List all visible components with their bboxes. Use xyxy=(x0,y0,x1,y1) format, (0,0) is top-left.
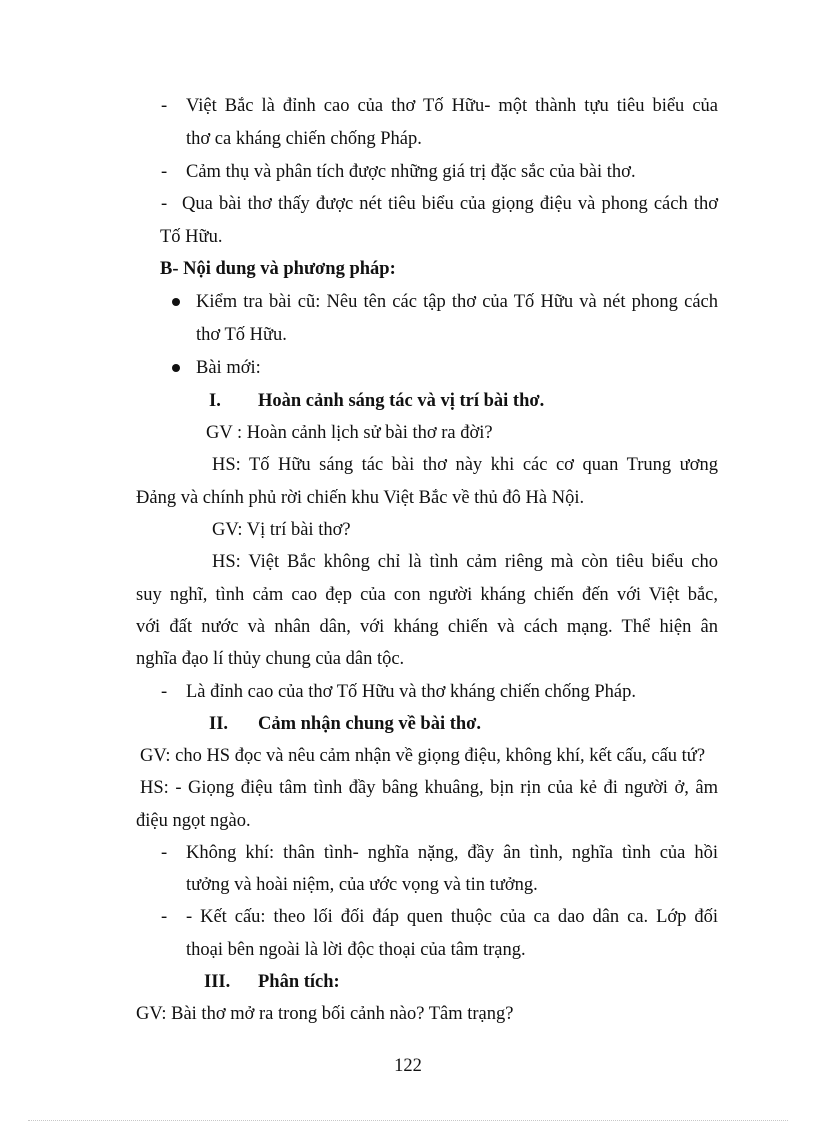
heading-number-i: I. xyxy=(209,391,221,411)
student-answer-2-line-2: suy nghĩ, tình cảm cao đẹp của con người kháng chiến đến với Việt bắc, xyxy=(136,585,718,605)
list-dash: - xyxy=(161,682,168,702)
list-dash: - xyxy=(161,907,168,927)
atmosphere-line: Không khí: thân tình- nghĩa nặng, đầy ân tình, nghĩa tình của hồi xyxy=(186,843,718,863)
list-dash: - xyxy=(161,162,168,182)
bullet-icon xyxy=(172,364,180,372)
teacher-question-2: GV: Vị trí bài thơ? xyxy=(212,520,351,540)
student-answer-2-line-4: nghĩa đạo lí thủy chung của dân tộc. xyxy=(136,649,405,669)
student-answer-1-cont: Đảng và chính phủ rời chiến khu Việt Bắc về thủ đô Hà Nội. xyxy=(136,488,585,508)
bullet-item-old-lesson: Kiểm tra bài cũ: Nêu tên các tập thơ của Tố Hữu và nét phong cách xyxy=(196,292,718,312)
teacher-question-4: GV: Bài thơ mở ra trong bối cảnh nào? Tâm trạng? xyxy=(136,1004,514,1024)
heading-general-impression: Cảm nhận chung về bài thơ. xyxy=(258,714,482,734)
objective-line-2: Cảm thụ và phân tích được những giá trị đặc sắc của bài thơ. xyxy=(186,162,636,182)
bullet-item-old-lesson-cont: thơ Tố Hữu. xyxy=(196,325,287,345)
page-number: 122 xyxy=(394,1056,422,1076)
objective-line-3: Qua bài thơ thấy được nét tiêu biểu của giọng điệu và phong cách thơ xyxy=(182,194,718,214)
list-dash: - xyxy=(161,96,168,116)
bullet-icon xyxy=(172,298,180,306)
student-answer-2-line-3: với đất nước và nhân dân, với kháng chiến và cách mạng. Thể hiện ân xyxy=(136,617,718,637)
heading-analysis: Phân tích: xyxy=(258,972,340,992)
heading-number-ii: II. xyxy=(209,714,229,734)
teacher-question-3: GV: cho HS đọc và nêu cảm nhận về giọng điệu, không khí, kết cấu, cấu tứ? xyxy=(140,746,706,766)
structure-line: - Kết cấu: theo lối đối đáp quen thuộc của ca dao dân ca. Lớp đối xyxy=(186,907,718,927)
student-answer-3-cont: điệu ngọt ngào. xyxy=(136,811,251,831)
student-answer-3: HS: - Giọng điệu tâm tình đầy bâng khuâng, bịn rịn của kẻ đi người ở, âm xyxy=(140,778,718,798)
structure-line-cont: thoại bên ngoài là lời độc thoại của tâm trạng. xyxy=(186,940,526,960)
objective-line-3-cont: Tố Hữu. xyxy=(160,227,223,247)
list-dash: - xyxy=(161,843,168,863)
student-answer-2: HS: Việt Bắc không chỉ là tình cảm riêng mà còn tiêu biểu cho xyxy=(212,552,718,572)
atmosphere-line-cont: tưởng và hoài niệm, của ước vọng và tin tưởng. xyxy=(186,875,538,895)
heading-context-position: Hoàn cảnh sáng tác và vị trí bài thơ. xyxy=(258,391,545,411)
objective-line-1: Việt Bắc là đỉnh cao của thơ Tố Hữu- một thành tựu tiêu biểu của xyxy=(186,96,718,116)
section-heading-b: B- Nội dung và phương pháp: xyxy=(160,259,396,279)
bullet-item-new-lesson: Bài mới: xyxy=(196,358,261,378)
teacher-question-1: GV : Hoàn cảnh lịch sử bài thơ ra đời? xyxy=(206,423,493,443)
summary-line: Là đỉnh cao của thơ Tố Hữu và thơ kháng chiến chống Pháp. xyxy=(186,682,637,702)
heading-number-iii: III. xyxy=(204,972,231,992)
page-bottom-divider xyxy=(28,1120,788,1121)
student-answer-1: HS: Tố Hữu sáng tác bài thơ này khi các cơ quan Trung ương xyxy=(212,455,718,475)
objective-line-1-cont: thơ ca kháng chiến chống Pháp. xyxy=(186,129,422,149)
list-dash: - xyxy=(161,194,168,214)
